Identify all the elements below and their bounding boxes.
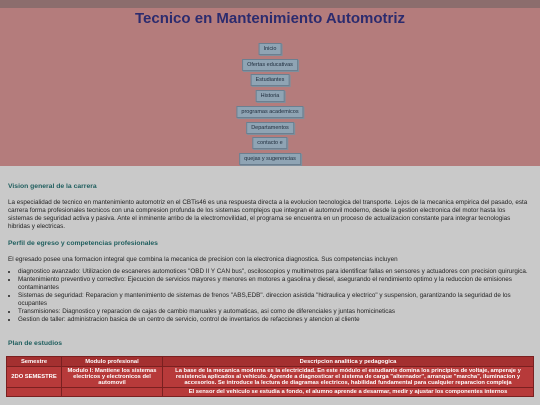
list-item: • Gestion de taller: administracion basica de un centro de servicio, control de inventarios de refacciones y atencion al cliente	[18, 316, 538, 324]
nav-programas-academicos[interactable]: programas academicos	[236, 106, 303, 118]
list-item: • Mantenimiento preventivo y correctivo: Ejecucion de servicios mayores y menores en motores a gasolina y diesel, asegurando el rendimiento optimo y la reduccion de emisiones contaminantes	[18, 276, 538, 292]
cell-modulo	[62, 388, 163, 397]
nav-ofertas-educativas[interactable]: Ofertas educativas	[242, 59, 298, 71]
header-banner	[0, 8, 540, 166]
cell-modulo: Modulo I: Mantiene los sistemas electricos y electronicos del automovil	[62, 367, 163, 388]
page-title: Tecnico en Mantenimiento Automotriz	[134, 10, 405, 27]
plan-estudios-table	[6, 356, 534, 397]
nav-quejas-sugerencias[interactable]: quejas y sugerencias	[239, 153, 301, 165]
cell-semestre: 2DO SEMESTRE	[7, 367, 62, 388]
competencias-list	[8, 268, 538, 324]
nav-inicio[interactable]: Inicio	[259, 43, 282, 55]
heading-vision-general: Vision general de la carrera	[8, 183, 97, 190]
nav-estudiantes[interactable]: Estudiantes	[251, 74, 290, 86]
top-strip	[0, 0, 540, 8]
table-row	[7, 388, 534, 397]
column-header-semestre: Semestre	[7, 357, 62, 367]
cell-descripcion: El sensor del vehiculo se estudia a fondo, el alumno aprende a desarmar, medir y ajustar los componentes internos	[163, 388, 534, 397]
column-header-descripcion: Descripcion analitica y pedagogica	[163, 357, 534, 367]
heading-plan-estudios: Plan de estudios	[8, 340, 63, 347]
cell-descripcion: La base de la mecanica moderna es la electricidad. En este módulo el estudiante domina los principios de voltaje, amperaje y resistencia aplicados al vehiculo. Aprende a diagnosticar el sistema de carga "alternador", arranque "marcha", iluminacion y accesorios. Se introduce la lectura de diagramas electricos, habilidad fundamental para cualquier reparacion compleja	[163, 367, 534, 388]
paragraph-perfil-intro: El egresado posee una formacion integral que combina la mecanica de precision con la electronica diagnostica. Sus competencias incluyen	[8, 256, 398, 263]
heading-perfil-egreso: Perfil de egreso y competencias profesionales	[8, 240, 158, 247]
list-item: • diagnostico avanzado: Utilizacion de escaneres automotices "OBD II Y CAN bus", osciloscopios y multimetros para identificar fallas en sensores y actuadores con precision quirurgica.	[18, 268, 538, 276]
list-item: • Sistemas de seguridad: Reparacion y mantenimiento de sistemas de frenos "ABS,EDB". direccion asistida "hidraulica y electrico" y suspension, garantizando la seguridad de los ocupantes	[18, 292, 538, 308]
nav-departamentos[interactable]: Departamentos	[246, 122, 294, 134]
nav-historia[interactable]: Historia	[256, 90, 285, 102]
list-item: • Transmisiones: Diagnostico y reparacion de cajas de cambio manuales y automaticas, asi como de diferenciales y juntas homicineticas	[18, 308, 538, 316]
table-row	[7, 367, 534, 388]
column-header-modulo: Modulo profesional	[62, 357, 163, 367]
cell-semestre	[7, 388, 62, 397]
nav-contacto[interactable]: contacto e	[252, 137, 287, 149]
paragraph-vision-general: La especialidad de tecnico en mantenimiento automotriz en el CBTis46 es una respuesta directa a la evolucion tecnologica del transporte. Lejos de la mecanica empirica del pasado, esta carrera forma profesionales tecnicos con una compresion profunda de los sistemas complejos que integran el automovil moderno, desde la gestion electronica del motor hasta los sistemas de seguridad activa y pasiva. Ante el inminente arribo de la electromovilidad, el programa se encuentra en un proceso de actualizacion constante para integrar tecnologias hibridas y electricas.	[8, 199, 528, 231]
table-header-row	[7, 357, 534, 367]
